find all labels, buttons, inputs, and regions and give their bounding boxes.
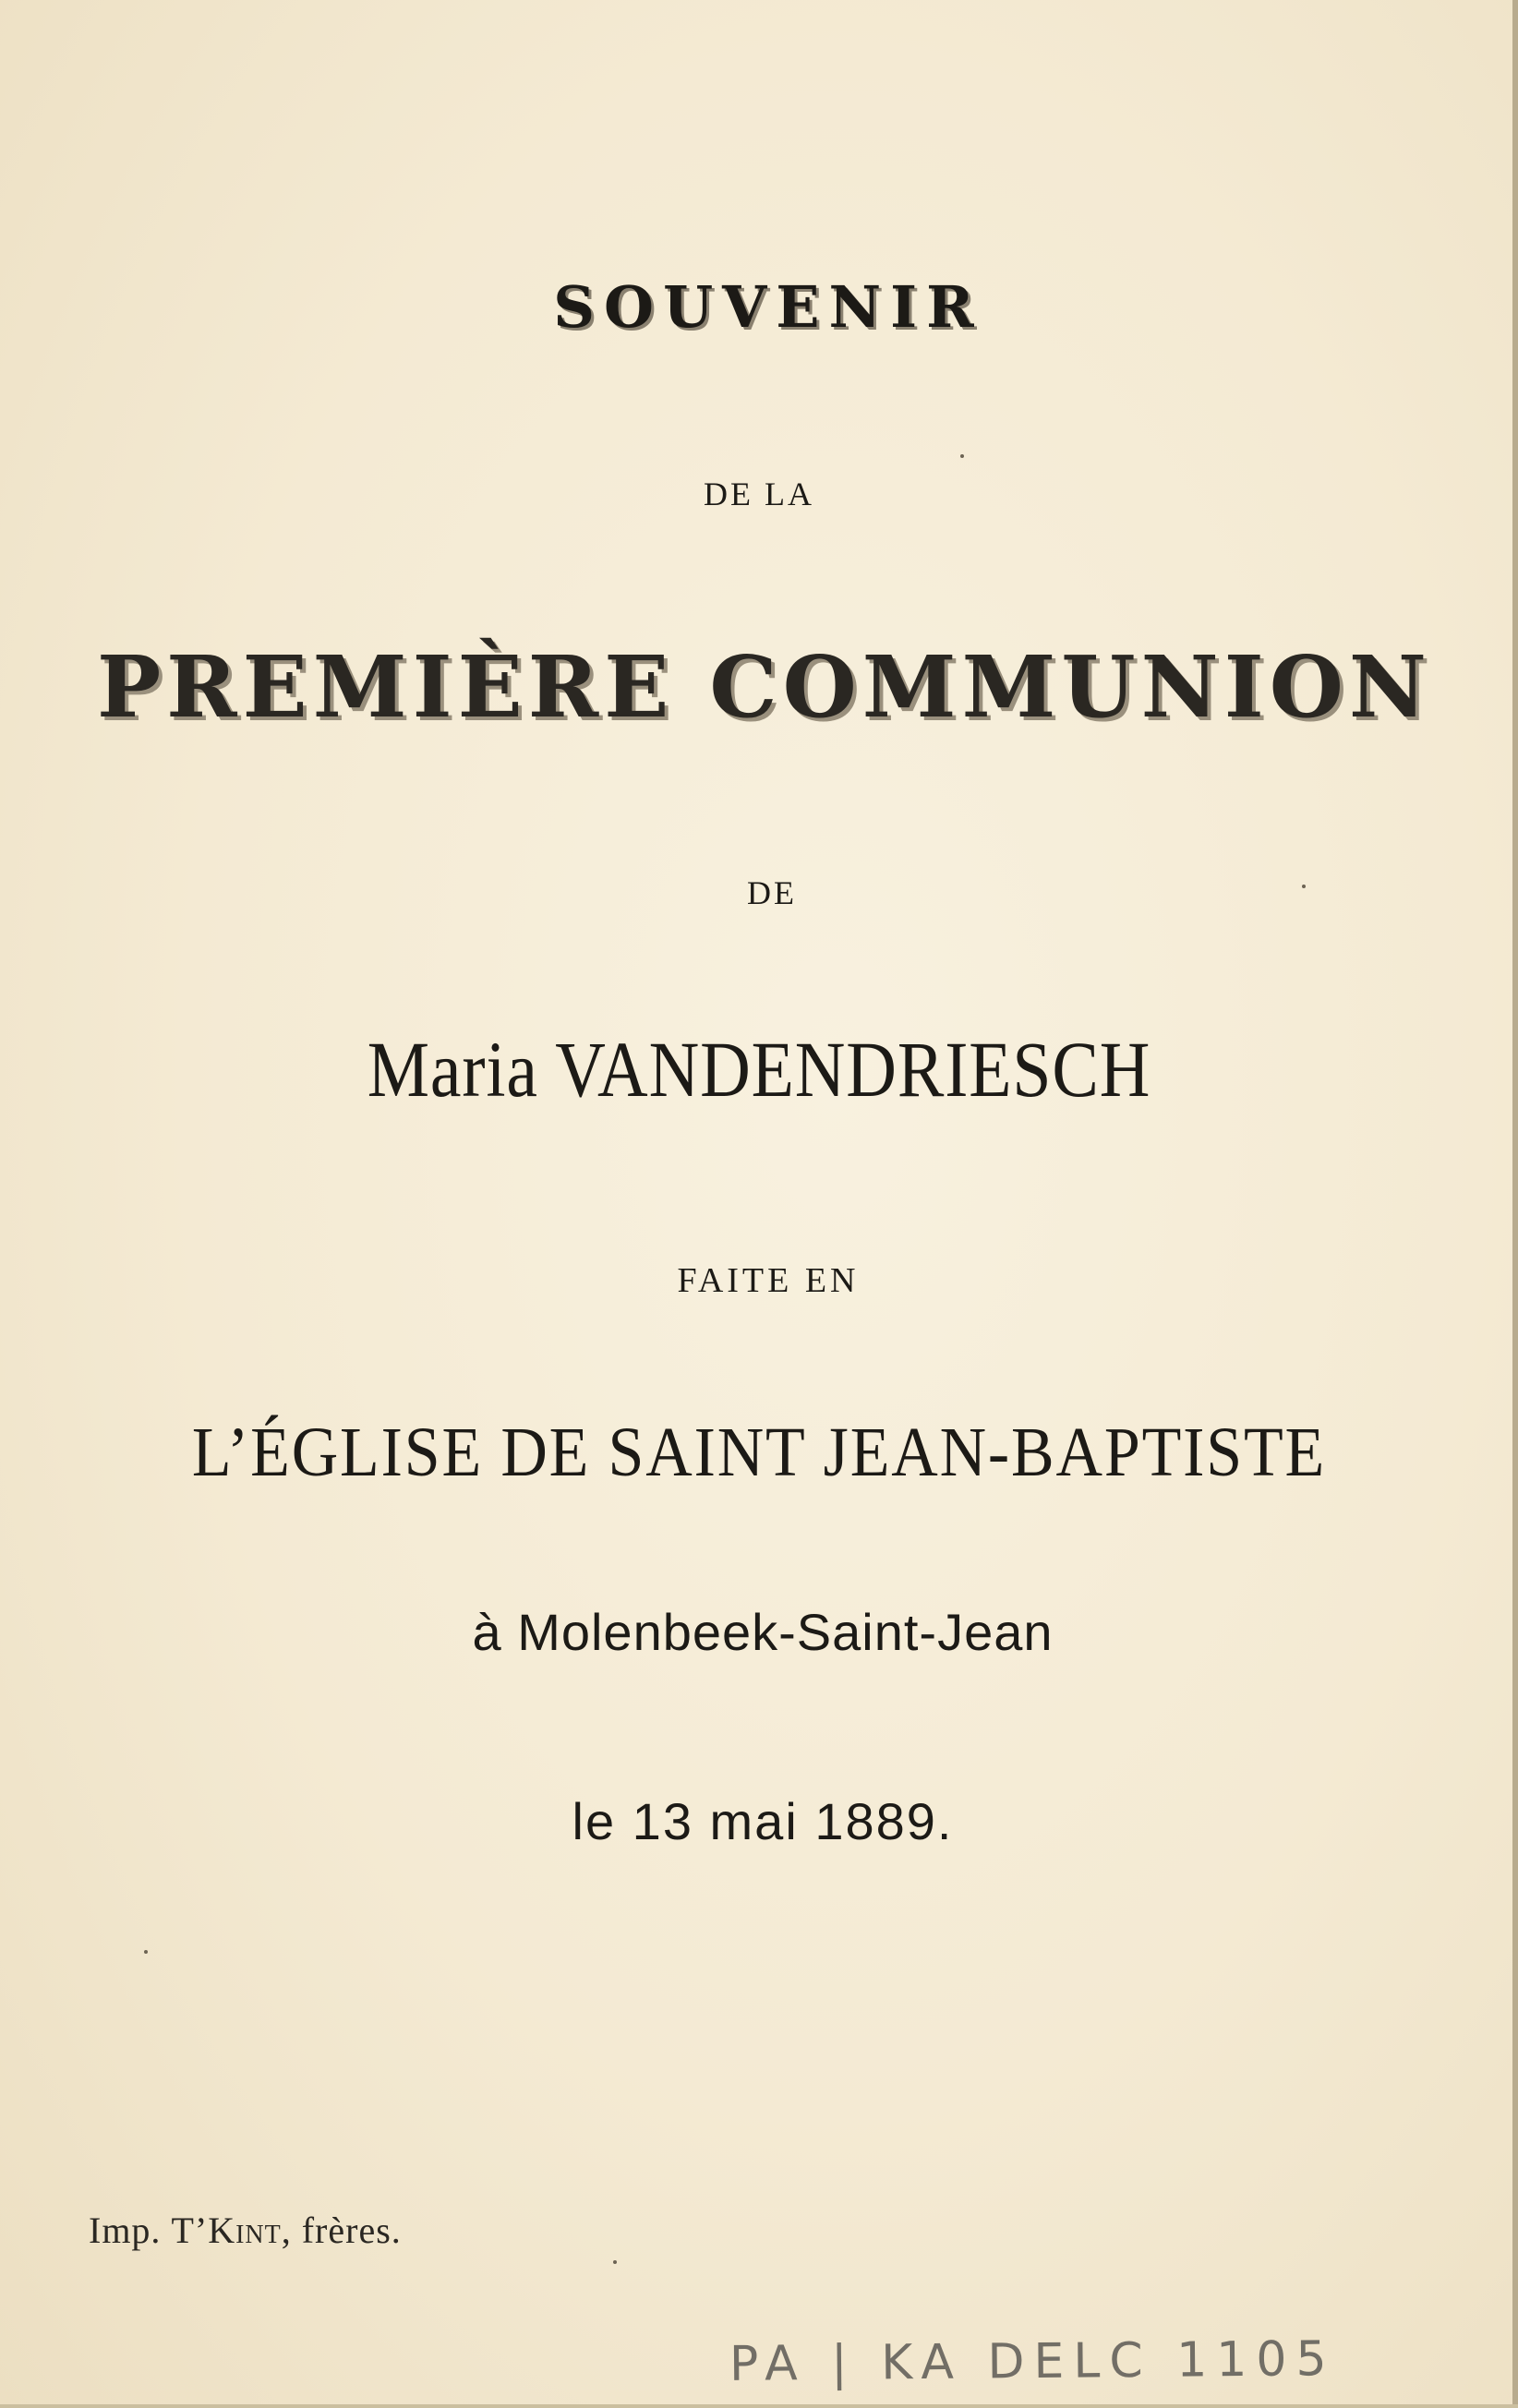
printer-imprint (89, 2209, 402, 2252)
premiere-communion-heading: PREMIÈRE COMMUNION (97, 637, 1432, 737)
souvenir-heading: SOUVENIR (553, 273, 983, 341)
card-edge-bottom (0, 2404, 1518, 2408)
communicant-name: Maria VANDENDRIESCH (367, 1025, 1151, 1114)
imprint-prefix: Imp. (89, 2209, 172, 2251)
de-text: DE (747, 874, 797, 911)
church-name: L’ÉGLISE DE SAINT JEAN-BAPTISTE (191, 1414, 1327, 1491)
paper-speck (1302, 885, 1306, 888)
faite-en-text: FAITE EN (677, 1261, 860, 1300)
date-text: le 13 mai 1889. (572, 1792, 954, 1850)
paper-speck (144, 1950, 148, 1954)
imprint-printer: T’Kint (171, 2209, 282, 2251)
imprint-suffix: , frères. (281, 2209, 402, 2251)
paper-speck (613, 2260, 617, 2264)
paper-speck (960, 454, 964, 458)
archive-handwritten-note: PA | KA DELC 1105 (729, 2331, 1336, 2392)
card-edge-right (1512, 0, 1518, 2408)
de-la-text: DE LA (704, 476, 814, 512)
place-text: à Molenbeek-Saint-Jean (472, 1603, 1054, 1661)
